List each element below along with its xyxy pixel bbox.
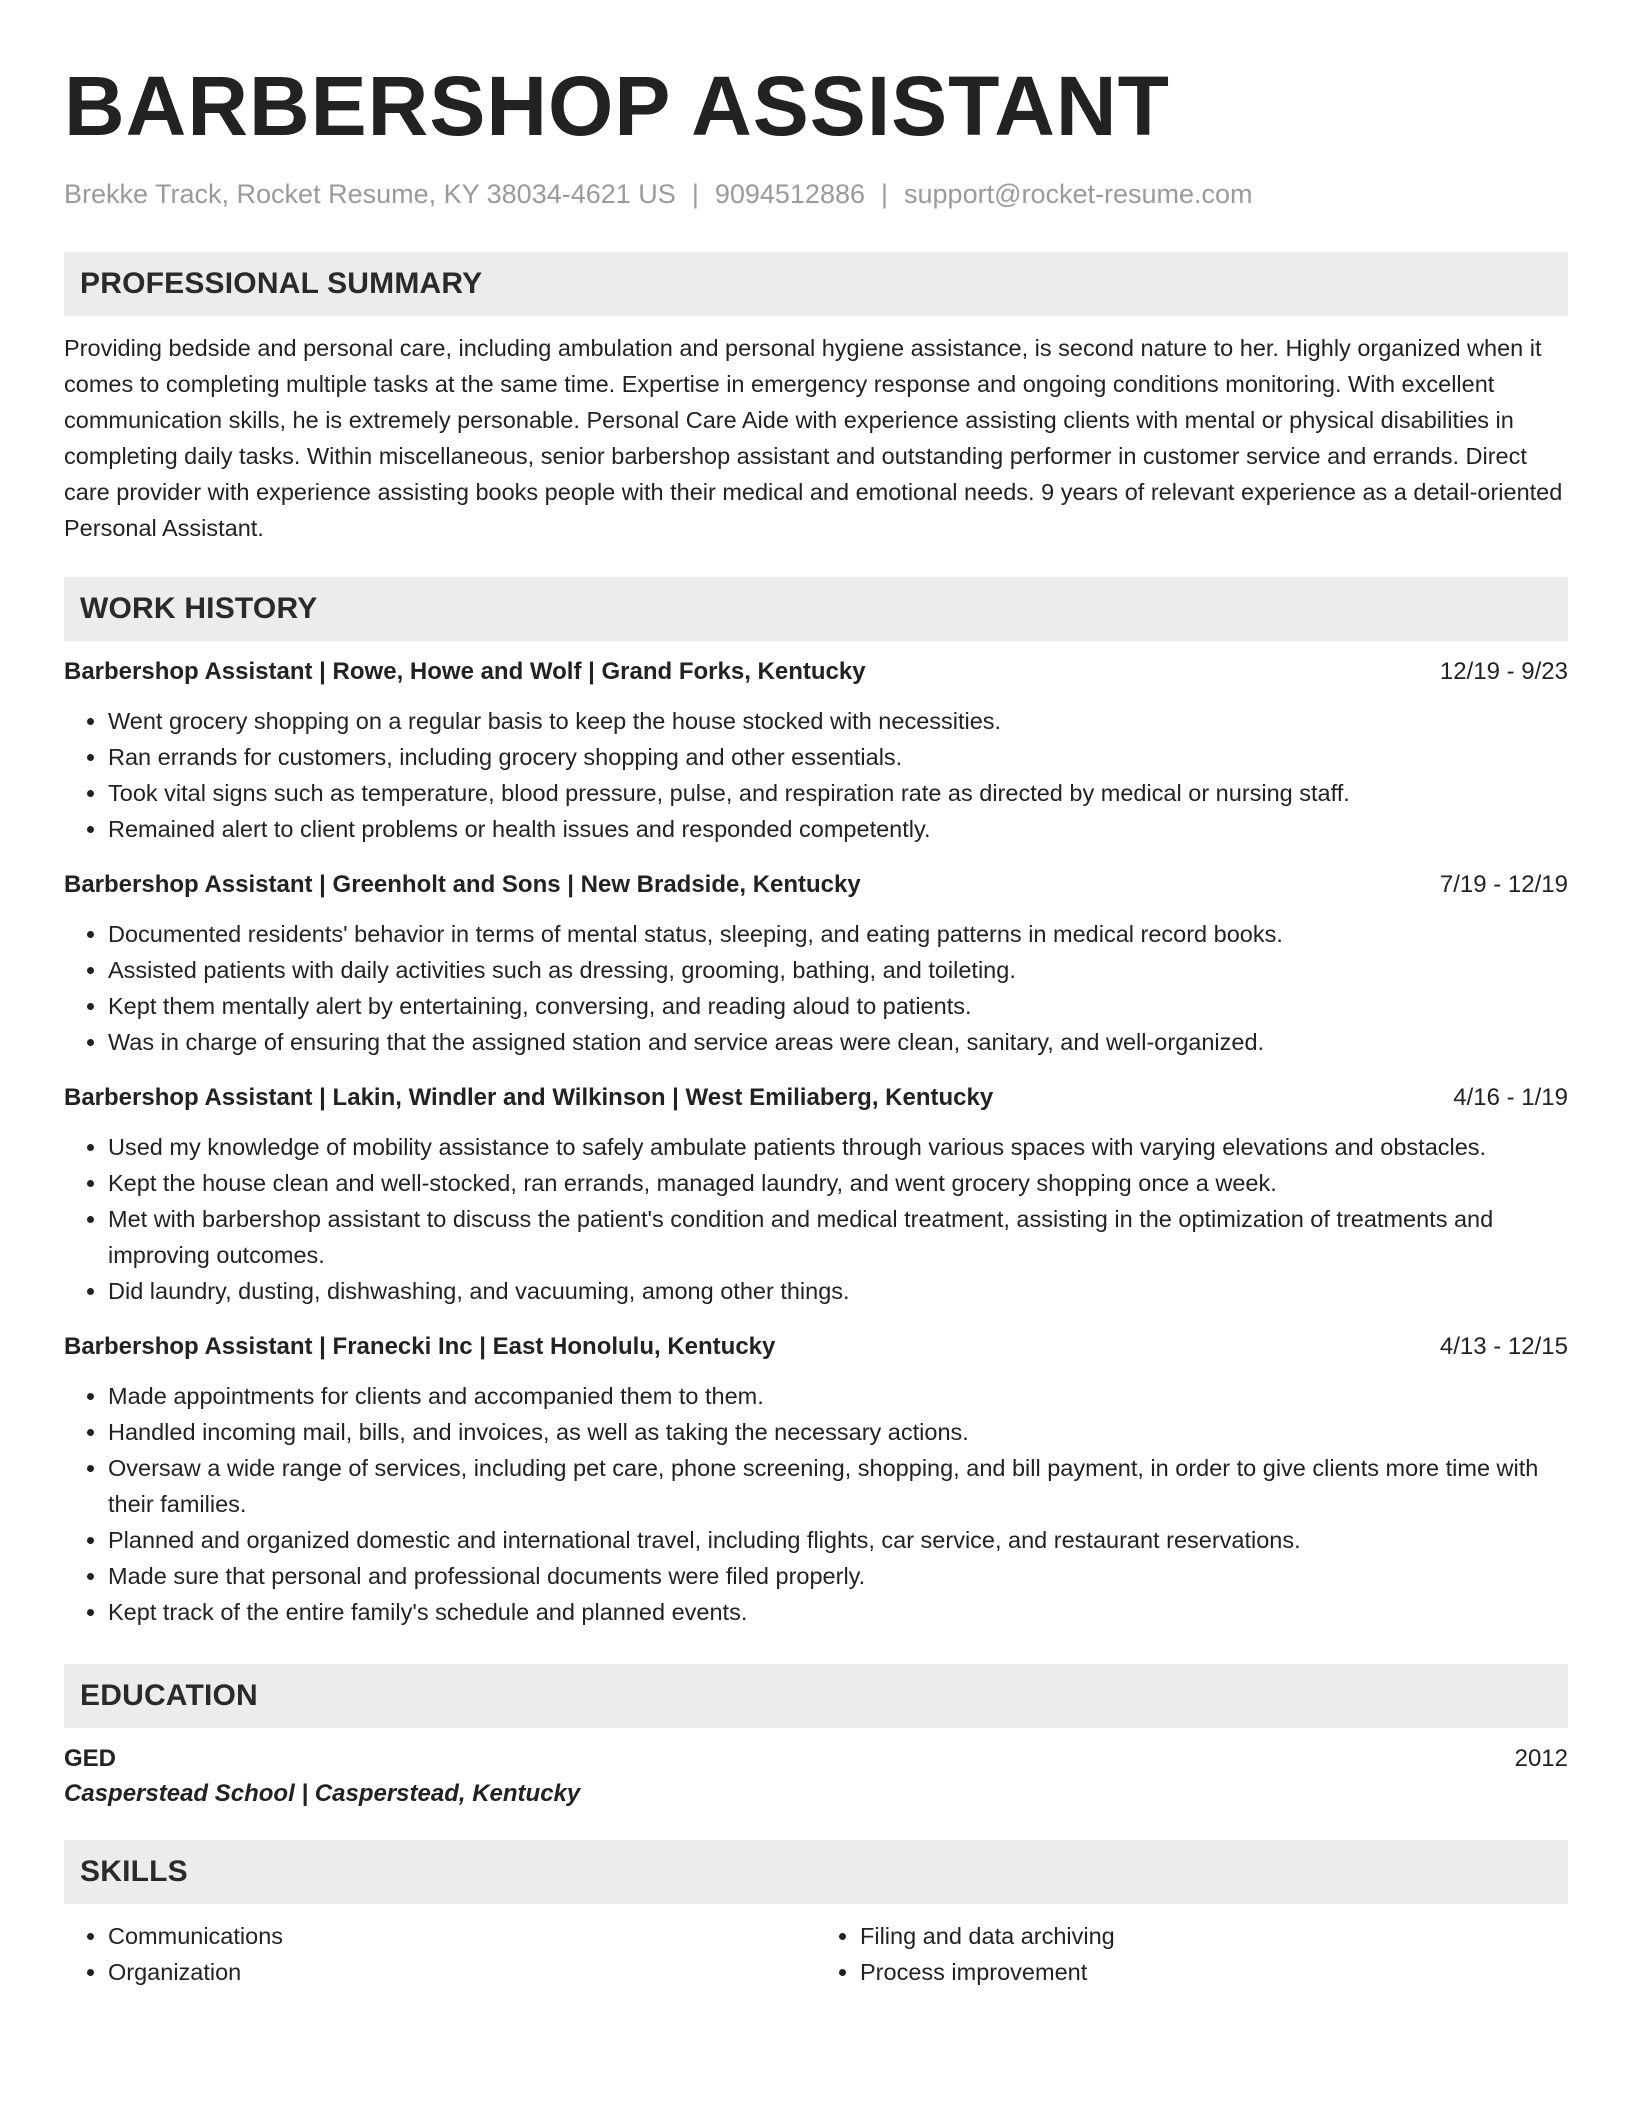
contact-separator: | xyxy=(691,179,699,209)
skills-column-right xyxy=(816,1918,1568,1990)
job-title: Barbershop Assistant | Franecki Inc | East Honolulu, Kentucky xyxy=(64,1333,776,1360)
job-bullet: • Took vital signs such as temperature, blood pressure, pulse, and respiration rate as directed by medical or nursing staff. xyxy=(108,775,1568,811)
job-header xyxy=(64,655,1568,689)
job-title: Barbershop Assistant | Lakin, Windler and Wilkinson | West Emiliaberg, Kentucky xyxy=(64,1084,994,1111)
job-bullet: • Assisted patients with daily activities such as dressing, grooming, bathing, and toileting. xyxy=(108,952,1568,988)
job-bullet: • Used my knowledge of mobility assistance to safely ambulate patients through various spaces with varying elevations and obstacles. xyxy=(108,1129,1568,1165)
job-bullet: • Remained alert to client problems or health issues and responded competently. xyxy=(108,811,1568,847)
job-entry xyxy=(64,1081,1568,1309)
job-bullet: • Was in charge of ensuring that the assigned station and service areas were clean, sanitary, and well-organized. xyxy=(108,1024,1568,1060)
contact-phone: 9094512886 xyxy=(714,179,865,209)
job-bullets xyxy=(64,703,1568,847)
section-heading-skills: SKILLS xyxy=(64,1840,1568,1904)
job-entry xyxy=(64,868,1568,1060)
education-degree: GED xyxy=(64,1745,117,1772)
job-header xyxy=(64,868,1568,902)
job-bullet: • Oversaw a wide range of services, including pet care, phone screening, shopping, and bill payment, in order to give clients more time with their families. xyxy=(108,1450,1568,1522)
job-bullet: • Handled incoming mail, bills, and invoices, as well as taking the necessary actions. xyxy=(108,1414,1568,1450)
skills-column-left xyxy=(64,1918,816,1990)
job-bullet: • Made sure that personal and professional documents were filed properly. xyxy=(108,1558,1568,1594)
education-year: 2012 xyxy=(1514,1745,1568,1772)
job-header xyxy=(64,1081,1568,1115)
job-title: Barbershop Assistant | Rowe, Howe and Wolf | Grand Forks, Kentucky xyxy=(64,658,866,685)
contact-line xyxy=(64,176,1568,212)
job-dates: 12/19 - 9/23 xyxy=(1439,658,1568,685)
job-bullet: • Documented residents' behavior in terms of mental status, sleeping, and eating patterns in medical record books. xyxy=(108,916,1568,952)
job-bullet: • Went grocery shopping on a regular basis to keep the house stocked with necessities. xyxy=(108,703,1568,739)
job-bullets xyxy=(64,1129,1568,1309)
education-header xyxy=(64,1742,1568,1776)
job-bullet: • Made appointments for clients and accompanied them to them. xyxy=(108,1378,1568,1414)
job-bullet: • Kept them mentally alert by entertaining, conversing, and reading aloud to patients. xyxy=(108,988,1568,1024)
job-bullet: • Did laundry, dusting, dishwashing, and vacuuming, among other things. xyxy=(108,1273,1568,1309)
education-entry xyxy=(64,1742,1568,1812)
section-heading-education: EDUCATION xyxy=(64,1664,1568,1728)
summary-text: Providing bedside and personal care, including ambulation and personal hygiene assistance, is second nature to her. Highly organized when it comes to completing multiple tasks at the same time. Expertise in emergency response and ongoing conditions monitoring. With excellent communication skills, he is extremely personable. Personal Care Aide with experience assisting clients with mental or physical disabilities in completing daily tasks. Within miscellaneous, senior barbershop assistant and outstanding performer in customer service and errands. Direct care provider with experience assisting books people with their medical and emotional needs. 9 years of relevant experience as a detail-oriented Personal Assistant. xyxy=(64,335,1563,541)
job-bullets xyxy=(64,1378,1568,1630)
section-heading-work: WORK HISTORY xyxy=(64,577,1568,641)
job-bullet: • Ran errands for customers, including grocery shopping and other essentials. xyxy=(108,739,1568,775)
job-bullet: • Planned and organized domestic and international travel, including flights, car service, and restaurant reservations. xyxy=(108,1522,1568,1558)
job-dates: 7/19 - 12/19 xyxy=(1439,871,1568,898)
job-bullet: • Met with barbershop assistant to discuss the patient's condition and medical treatment, assisting in the optimization of treatments and improving outcomes. xyxy=(108,1201,1568,1273)
job-title: Barbershop Assistant | Greenholt and Sons | New Bradside, Kentucky xyxy=(64,871,861,898)
resume-name: BARBERSHOP ASSISTANT xyxy=(64,59,1170,153)
education-school: Casperstead School | Casperstead, Kentucky xyxy=(64,1780,581,1807)
section-heading-summary: PROFESSIONAL SUMMARY xyxy=(64,252,1568,316)
job-bullets xyxy=(64,916,1568,1060)
skill-item: • Communications xyxy=(108,1918,816,1954)
skill-item: • Filing and data archiving xyxy=(860,1918,1568,1954)
job-bullet: • Kept the house clean and well-stocked, ran errands, managed laundry, and went grocery shopping once a week. xyxy=(108,1165,1568,1201)
skill-item: • Process improvement xyxy=(860,1954,1568,1990)
contact-email: support@rocket-resume.com xyxy=(904,179,1253,209)
job-entry xyxy=(64,1330,1568,1630)
job-header xyxy=(64,1330,1568,1364)
job-bullet: • Kept track of the entire family's schedule and planned events. xyxy=(108,1594,1568,1630)
skill-item: • Organization xyxy=(108,1954,816,1990)
job-dates: 4/13 - 12/15 xyxy=(1439,1333,1568,1360)
job-entry xyxy=(64,655,1568,847)
contact-separator: | xyxy=(881,179,889,209)
skills-grid xyxy=(64,1918,1568,1990)
job-dates: 4/16 - 1/19 xyxy=(1453,1084,1568,1111)
contact-address: Brekke Track, Rocket Resume, KY 38034-4621 US xyxy=(64,179,676,209)
